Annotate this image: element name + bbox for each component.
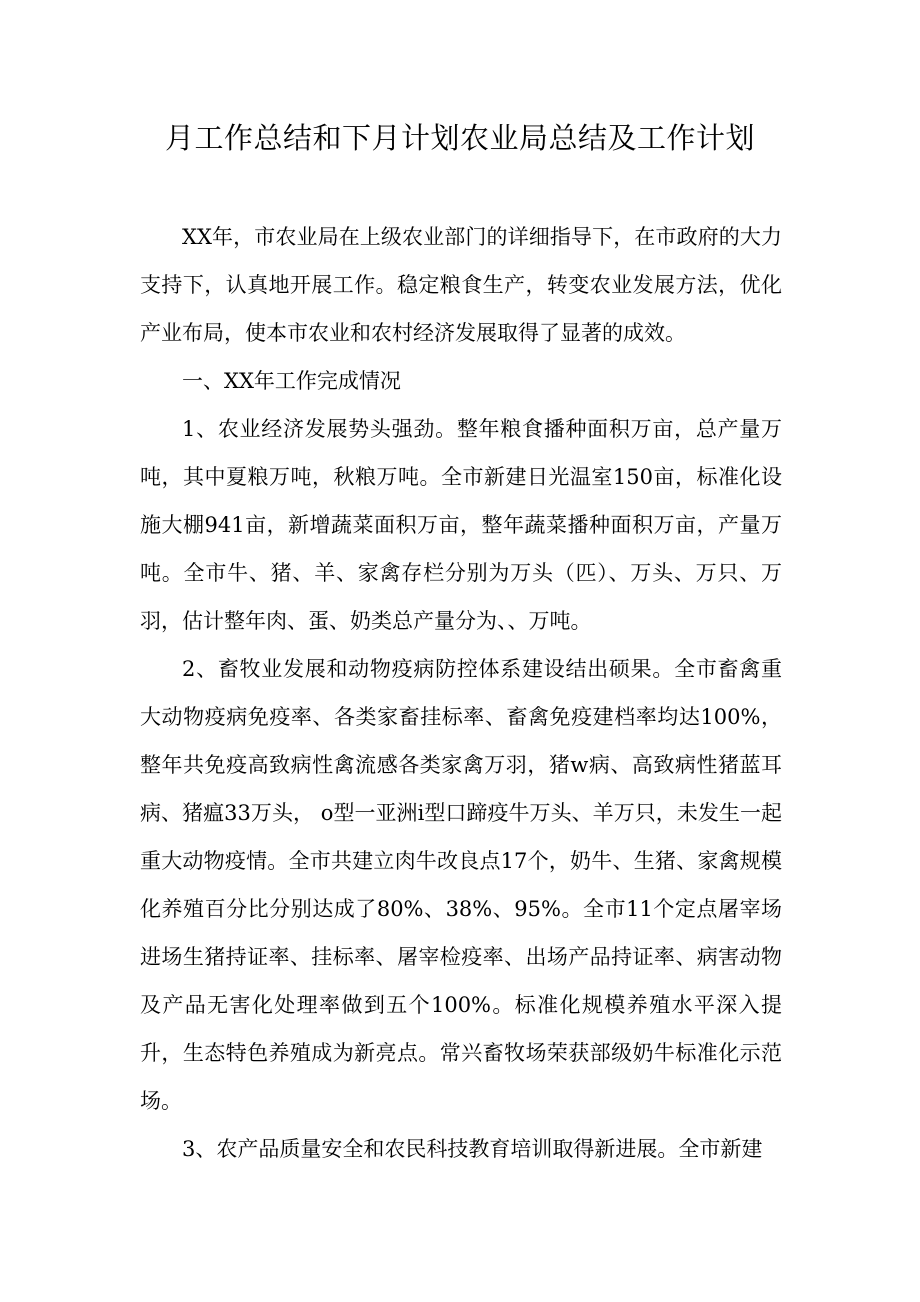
paragraph-item-2: 2、畜牧业发展和动物疫病防控体系建设结出硕果。全市畜禽重大动物疫病免疫率、各类家畜挂标率、畜禽免疫建档率均达100%，整年共免疫高致病性禽流感各类家禽万羽，猪w病、高致病性猪蓝耳病、猪瘟33万头， o型一亚洲i型口蹄疫牛万头、羊万只，未发生一起重大动物疫情。全市共建立肉牛改良点17个，奶牛、生猪、家禽规模化养殖百分比分别达成了80%、38%、95%。全市11个定点屠宰场进场生猪持证率、挂标率、屠宰检疫率、出场产品持证率、病害动物及产品无害化处理率做到五个100%。标准化规模养殖水平深入提升，生态特色养殖成为新亮点。常兴畜牧场荣获部级奶牛标准化示范场。 xyxy=(140,657,782,1113)
paragraph-item-3: 3、农产品质量安全和农民科技教育培训取得新进展。全市新建 xyxy=(182,1137,763,1161)
section-heading: 一、XX年工作完成情况 xyxy=(182,369,401,393)
document-body xyxy=(140,213,782,1173)
paragraph-intro: XX年，市农业局在上级农业部门的详细指导下，在市政府的大力支持下，认真地开展工作。稳定粮食生产，转变农业发展方法，优化产业布局，使本市农业和农村经济发展取得了显著的成效。 xyxy=(140,225,782,345)
paragraph-item-1: 1、农业经济发展势头强劲。整年粮食播种面积万亩，总产量万吨，其中夏粮万吨，秋粮万吨。全市新建日光温室150亩，标准化设施大棚941亩，新增蔬菜面积万亩，整年蔬菜播种面积万亩，产量万吨。全市牛、猪、羊、家禽存栏分别为万头（匹）、万头、万只、万羽，估计整年肉、蛋、奶类总产量分为、、万吨。 xyxy=(140,417,782,633)
document-title: 月工作总结和下月计划农业局总结及工作计划 xyxy=(164,121,755,155)
